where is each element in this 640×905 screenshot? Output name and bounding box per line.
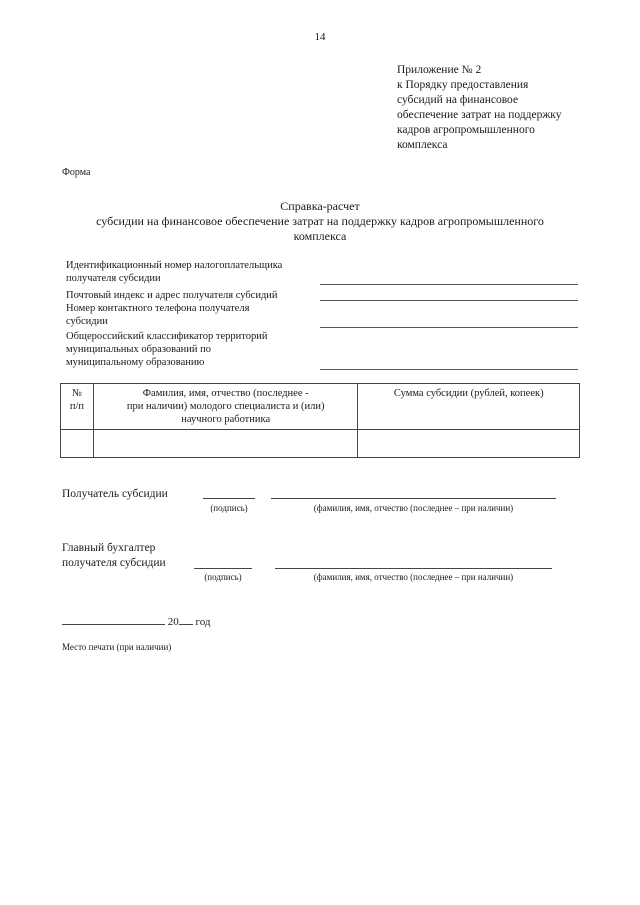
label-line: муниципальному образованию <box>66 357 205 368</box>
label-line: получателя субсидии <box>66 273 161 284</box>
appendix-note <box>397 63 627 153</box>
accountant-signature-line[interactable] <box>194 568 252 569</box>
header-text: научного работника <box>181 414 271 425</box>
header-text: п/п <box>69 401 85 412</box>
header-cell-sum <box>358 384 580 430</box>
appendix-line: кадров агропромышленного <box>397 124 535 136</box>
date-row <box>62 613 211 628</box>
inn-field-label <box>66 259 321 285</box>
recipient-signature-caption: (подпись) <box>210 503 248 513</box>
recipient-name-caption: (фамилия, имя, отчество (последнее – при наличии) <box>313 503 514 513</box>
accountant-label <box>62 541 166 571</box>
table-row <box>61 430 580 458</box>
title-line: комплекса <box>293 229 347 243</box>
address-field-label <box>66 289 321 302</box>
label-line: муниципальных образований по <box>66 344 211 355</box>
recipient-signature-line[interactable] <box>203 498 255 499</box>
date-year-blank[interactable] <box>179 613 193 625</box>
appendix-line: субсидий на финансовое <box>397 94 519 106</box>
page-number: 14 <box>314 31 326 43</box>
header-text: Сумма субсидии (рублей, копеек) <box>393 388 544 399</box>
recipient-label: Получатель субсидии <box>62 488 168 500</box>
accountant-name-line[interactable] <box>275 568 552 569</box>
title-line: Справка-расчет <box>280 199 360 213</box>
accountant-name-caption: (фамилия, имя, отчество (последнее – при наличии) <box>313 572 514 582</box>
label-line: субсидии <box>66 316 108 327</box>
header-cell-number <box>61 384 94 430</box>
inn-input-line[interactable] <box>320 284 578 285</box>
address-input-line[interactable] <box>320 300 578 301</box>
document-title <box>40 199 600 244</box>
subsidy-table <box>60 383 580 458</box>
oktmo-field-label <box>66 330 321 369</box>
stamp-note: Место печати (при наличии) <box>62 642 172 652</box>
phone-input-line[interactable] <box>320 327 578 328</box>
label-line: Главный бухгалтер <box>62 542 156 554</box>
appendix-line: комплекса <box>397 139 448 151</box>
header-cell-name <box>93 384 357 430</box>
oktmo-input-line[interactable] <box>320 369 578 370</box>
phone-field-label <box>66 302 321 328</box>
header-text: № <box>71 388 82 399</box>
label-line: Общероссийский классификатор территорий <box>66 331 268 342</box>
date-century: 20 <box>167 616 179 628</box>
header-text: Фамилия, имя, отчество (последнее - <box>142 388 309 399</box>
title-line: субсидии на финансовое обеспечение затрат на поддержку кадров агропромышленного <box>96 214 544 228</box>
date-suffix: год <box>195 616 211 628</box>
label-line: получателя субсидии <box>62 557 166 569</box>
table-header-row <box>61 384 580 430</box>
table-cell[interactable] <box>358 430 580 458</box>
form-label: Форма <box>62 167 91 178</box>
table-cell[interactable] <box>61 430 94 458</box>
appendix-line: обеспечение затрат на поддержку <box>397 109 562 121</box>
accountant-signature-caption: (подпись) <box>204 572 242 582</box>
date-day-month-blank[interactable] <box>62 613 165 625</box>
label-line: Идентификационный номер налогоплательщика <box>66 260 283 271</box>
recipient-name-line[interactable] <box>271 498 556 499</box>
appendix-line: Приложение № 2 <box>397 64 482 76</box>
label-line: Номер контактного телефона получателя <box>66 303 250 314</box>
appendix-line: к Порядку предоставления <box>397 79 529 91</box>
label-line: Почтовый индекс и адрес получателя субсидий <box>66 290 278 301</box>
table-cell[interactable] <box>93 430 357 458</box>
header-text: при наличии) молодого специалиста и (или) <box>126 401 325 412</box>
